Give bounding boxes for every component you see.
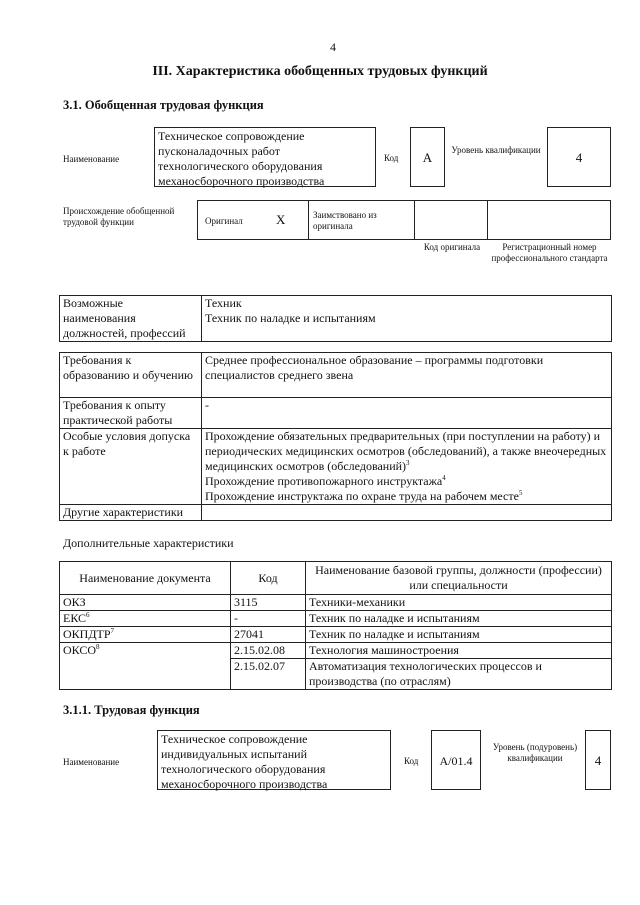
gtf-code-value: A (410, 127, 445, 187)
gtf-level-label: Уровень квалификации (451, 145, 541, 155)
origin-original-label: Оригинал (205, 216, 243, 226)
positions-values (202, 296, 612, 342)
extra-name: Автоматизация технологических процессов и производства (по отраслям) (306, 659, 612, 690)
tf-code-value: A/01.4 (431, 730, 481, 790)
extra-name: Техник по наладке и испытаниям (306, 611, 612, 627)
extra-code: - (231, 611, 306, 627)
req-label-conditions: Особые условия допуска к работе (60, 429, 202, 505)
extra-code: 3115 (231, 595, 306, 611)
condition-line: Прохождение инструктажа по охране труда на рабочем месте (205, 489, 519, 503)
extra-doc: ОКСО$^8$ (60, 643, 231, 690)
origin-code-caption: Код оригинала (423, 242, 481, 252)
page-number: 4 (330, 40, 336, 54)
table-row (60, 627, 612, 643)
gtf-name-value: Техническое сопровождение пусконаладочных работ технологического оборудования механосборочного производства (154, 127, 376, 187)
gtf-level-value: 4 (547, 127, 611, 187)
tf-level-label: Уровень (подуровень) квалификации (492, 742, 578, 763)
req-value-conditions (202, 429, 612, 505)
origin-reg-caption: Регистрационный номер профессионального стандарта (491, 242, 608, 263)
req-label-education: Требования к образованию и обучению (60, 353, 202, 398)
table-row (60, 595, 612, 611)
positions-label: Возможные наименования должностей, профессий (60, 296, 202, 342)
extra-header-name: Наименование базовой группы, должности (профессии) или специальности (306, 562, 612, 595)
table-row (60, 643, 612, 659)
req-label-experience: Требования к опыту практической работы (60, 398, 202, 429)
gtf-name-label: Наименование (63, 154, 120, 164)
origin-borrowed-label: Заимствовано из оригинала (313, 210, 377, 231)
condition-line: Прохождение противопожарного инструктажа (205, 474, 443, 488)
extra-name: Технология машиностроения (306, 643, 612, 659)
footnote-ref: 4 (442, 474, 446, 482)
extra-title: Дополнительные характеристики (63, 536, 234, 550)
tf-title: 3.1.1. Трудовая функция (63, 703, 200, 717)
extra-code: 2.15.02.08 (231, 643, 306, 659)
extra-doc: ОКПДТР$^7$ (60, 627, 231, 643)
footnote-ref: 3 (406, 459, 410, 467)
origin-original-mark: X (276, 212, 286, 227)
extra-table (59, 561, 612, 690)
tf-name-value: Техническое сопровождение индивидуальных испытаний технологического оборудования механосборочного производства (157, 730, 391, 790)
position-item: Техник (205, 296, 242, 310)
position-item: Техник по наладке и испытаниям (205, 311, 376, 325)
tf-code-label: Код (404, 756, 419, 766)
positions-table (59, 295, 612, 342)
req-value-other (202, 505, 612, 521)
extra-name: Техники-механики (306, 595, 612, 611)
extra-code: 2.15.02.07 (231, 659, 306, 690)
extra-doc: ЕКС$^6$ (60, 611, 231, 627)
req-label-other: Другие характеристики (60, 505, 202, 521)
req-value-education: Среднее профессиональное образование – программы подготовки специалистов среднего звена (202, 353, 612, 398)
footnote-ref: 5 (518, 489, 523, 497)
section-title: III. Характеристика обобщенных трудовых функций (152, 64, 488, 79)
tf-name-label: Наименование (63, 757, 120, 767)
extra-name: Техник по наладке и испытаниям (306, 627, 612, 643)
subsection-title: 3.1. Обобщенная трудовая функция (63, 98, 264, 112)
table-row (60, 611, 612, 627)
extra-header-doc: Наименование документа (60, 562, 231, 595)
extra-doc: ОКЗ (60, 595, 231, 611)
requirements-table (59, 352, 612, 521)
gtf-code-label: Код (384, 153, 399, 163)
origin-label: Происхождение обобщенной трудовой функции (63, 206, 175, 227)
extra-code: 27041 (231, 627, 306, 643)
req-value-experience: - (202, 398, 612, 429)
extra-header-code: Код (231, 562, 306, 595)
condition-line: Прохождение обязательных предварительных (при поступлении на работу) и периодических медицинских осмотров (обследований), а также внеочередных медицинских осмотров (обследований) (205, 429, 607, 473)
tf-level-value: 4 (585, 730, 611, 790)
